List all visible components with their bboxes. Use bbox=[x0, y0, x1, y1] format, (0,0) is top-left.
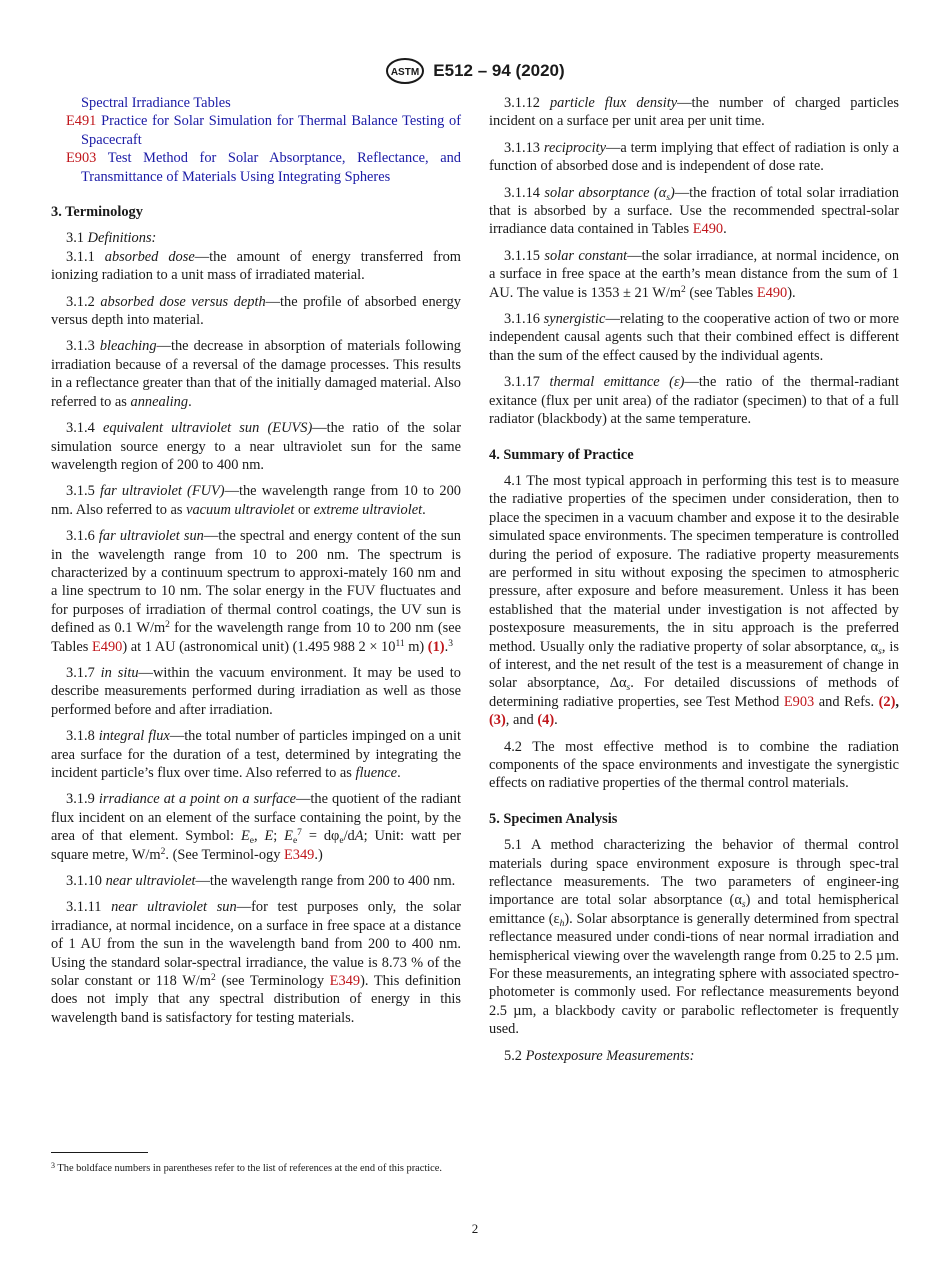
punctuation: . bbox=[188, 393, 192, 410]
page-header bbox=[0, 57, 950, 85]
link-e490[interactable]: E490 bbox=[756, 284, 788, 301]
para-number: 3.1.14 bbox=[504, 184, 545, 201]
term: near ultraviolet bbox=[105, 873, 196, 890]
term: ) bbox=[669, 184, 675, 201]
term: absorbed dose versus depth bbox=[100, 293, 266, 310]
term: equivalent ultraviolet sun (EUVS) bbox=[103, 420, 313, 437]
subscript: s bbox=[626, 683, 631, 694]
para-4-1 bbox=[489, 472, 899, 730]
punctuation: . bbox=[723, 221, 727, 238]
para-number: 3.1.16 bbox=[504, 311, 544, 328]
para-3-1-4 bbox=[51, 419, 461, 474]
para-3-1-11 bbox=[51, 898, 461, 1027]
footnote-marker[interactable]: 3 bbox=[448, 638, 453, 649]
definition: —the profile of absorbed energy versus depth into material. bbox=[51, 293, 461, 329]
punctuation: . bbox=[422, 501, 426, 518]
symbol: E bbox=[240, 828, 250, 845]
term: extreme ultraviolet bbox=[313, 501, 423, 518]
definition: —the total number of particles impinged on a unit area surface for the duration of a test, determined by integrating the incident particle’s flux over time. Also referred to as bbox=[51, 728, 461, 781]
para-number: 5.2 bbox=[504, 1047, 526, 1064]
left-column bbox=[51, 94, 461, 1035]
para-3-1 bbox=[51, 229, 461, 247]
para-number: 3.1 bbox=[66, 230, 88, 247]
para-number: 3.1.4 bbox=[66, 420, 103, 437]
punctuation: , bbox=[895, 693, 899, 710]
term: synergistic bbox=[543, 311, 606, 328]
ref-e491 bbox=[51, 112, 461, 149]
para-3-1-10 bbox=[51, 872, 461, 890]
para-3-1-16 bbox=[489, 310, 899, 365]
link-e349[interactable]: E349 bbox=[284, 846, 315, 863]
punctuation: ; bbox=[273, 828, 285, 845]
punctuation: , bbox=[253, 828, 265, 845]
punctuation: . bbox=[397, 765, 401, 781]
ref-link-3[interactable]: (3) bbox=[489, 712, 506, 729]
subscript: e bbox=[292, 836, 298, 847]
para-number: 3.1.10 bbox=[66, 873, 106, 890]
definition: (see Tables bbox=[685, 284, 757, 301]
right-column bbox=[489, 94, 899, 1073]
ref-link-1[interactable]: (1) bbox=[427, 638, 445, 655]
definition: —the wavelength range from 10 to 200 nm. Also referred to as bbox=[51, 483, 461, 518]
subscript: s bbox=[666, 192, 670, 203]
term: fluence bbox=[355, 765, 398, 781]
punctuation: , and bbox=[505, 712, 538, 729]
section-4-heading: 4. Summary of Practice bbox=[489, 446, 634, 463]
term: reciprocity bbox=[543, 139, 606, 156]
astm-logo-icon bbox=[385, 58, 425, 84]
link-e490[interactable]: E490 bbox=[692, 221, 724, 238]
subscript: h bbox=[559, 918, 565, 929]
footnote-divider bbox=[51, 1152, 148, 1153]
punctuation: . bbox=[554, 712, 558, 729]
term: absorbed dose bbox=[104, 248, 195, 265]
term: Postexposure Measurements: bbox=[525, 1047, 695, 1064]
definition: —the quotient of the radiant flux incident on an element of the surface containing the point, by the area of that element. Symbol: bbox=[51, 791, 461, 845]
footnote-3 bbox=[51, 1162, 461, 1176]
definition: (see Terminology bbox=[215, 973, 330, 990]
definition: —the spectral and energy content of the sun in the wavelength range from 10 to 200 nm. The spectrum is characterized by a continuum spectrum to approxi-mately 160 nm and a line spectrum to 10 nm. The solar energy in the FUV fluctuates and for purposes of irradiation of thermal control coatings, the UV sun is defined as 0.1 W/m bbox=[51, 528, 461, 637]
para-number: 3.1.5 bbox=[66, 483, 100, 500]
definition: —the solar irradiance, at normal incidence, on a surface in free space at the earth’s mean distance from the sum of 1 AU. The value is 1353 ± 21 W/m bbox=[489, 247, 900, 301]
definition: —for test purposes only, the solar irradiance, at normal incidence, on a surface in free space at a distance of 1 AU from the sun in the wavelength band from 200 to 400 nm. Using the standard solar-spectral irradiance, the value is 8.73 % of the solar constant or 118 W/m bbox=[51, 899, 462, 990]
paragraph-text: ) and total hemispherical emittance (ε bbox=[489, 892, 899, 927]
punctuation: .) bbox=[314, 846, 323, 863]
para-3-1-2 bbox=[51, 293, 461, 330]
para-3-1-13 bbox=[489, 139, 899, 176]
definition: m) bbox=[404, 638, 428, 655]
paragraph-text: . For detailed discussions of methods of determining radiative properties, see Test Method bbox=[489, 675, 900, 710]
symbol: A bbox=[354, 828, 364, 845]
term: near ultraviolet sun bbox=[111, 899, 237, 916]
page-number: 2 bbox=[471, 1221, 479, 1236]
ref-e491-title: Practice for Solar Simulation for Thermal Balance Testing of Spacecraft bbox=[81, 113, 461, 148]
para-3-1-7 bbox=[51, 664, 461, 719]
para-3-1-9 bbox=[51, 790, 461, 864]
para-number: 3.1.11 bbox=[66, 899, 112, 916]
paragraph-text: and Refs. bbox=[814, 693, 879, 710]
definition: /d bbox=[343, 828, 355, 845]
superscript: 2 bbox=[160, 846, 166, 857]
definition: = dφ bbox=[301, 828, 340, 845]
para-4-2: 4.2 The most effective method is to combine the radiation components of the space environments and investigate the synergistic effects on radiative properties of the thermal control materials. bbox=[489, 738, 899, 792]
term: bleaching bbox=[99, 338, 157, 355]
para-number: 3.1.15 bbox=[504, 247, 545, 264]
definition: —the amount of energy transferred from ionizing radiation to a unit mass of irradiated material. bbox=[51, 248, 461, 284]
definition: —the wavelength range from 200 to 400 nm. bbox=[195, 873, 456, 890]
superscript: 2 bbox=[211, 973, 216, 984]
para-number: 3.1.7 bbox=[66, 664, 101, 681]
paragraph-text: 5.1 A method characterizing the behavior of thermal control materials during space environment exposure is through spec-tral reflectance measurements. The two parameters of engineer-ing importance are total solar absorptance (α bbox=[489, 837, 899, 909]
ref-e490-continuation: Spectral Irradiance Tables bbox=[81, 95, 231, 111]
definition: —the fraction of total solar irradiation that is absorbed by a surface. Use the recommended spectral-solar irradiance data contained in Tables bbox=[489, 184, 899, 238]
para-3-1-5 bbox=[51, 482, 461, 519]
footnote-text: The boldface numbers in parentheses refer to the list of references at the end of this practice. bbox=[55, 1163, 442, 1174]
para-number: 3.1.2 bbox=[66, 293, 101, 310]
definition: —the ratio of the thermal-radiant exitance (flux per unit area) of the radiator (specimen) to that of a full radiator (blackbody) at the same temperature. bbox=[489, 374, 899, 428]
link-e903[interactable]: E903 bbox=[66, 150, 97, 167]
footnote-number: 3 bbox=[51, 1161, 55, 1170]
para-number: 3.1.17 bbox=[504, 374, 550, 391]
term: solar constant bbox=[544, 247, 628, 264]
para-3-1-14 bbox=[489, 184, 899, 239]
term: solar absorptance (α bbox=[544, 184, 667, 201]
para-number: 3.1.6 bbox=[66, 528, 99, 545]
ref-e903-title: Test Method for Solar Absorptance, Reflectance, and Transmittance of Materials Using Integrating Spheres bbox=[81, 150, 461, 185]
link-e490[interactable]: E490 bbox=[91, 638, 123, 655]
term: Definitions: bbox=[87, 230, 157, 247]
symbol: E bbox=[264, 828, 274, 845]
term: vacuum ultraviolet bbox=[186, 501, 295, 518]
superscript: 7 bbox=[297, 828, 302, 839]
para-number: 3.1.12 bbox=[504, 95, 550, 111]
term: annealing bbox=[130, 393, 189, 410]
document-title: E512 – 94 (2020) bbox=[433, 60, 565, 80]
definition: ). This definition does not imply that any spectral distribution of energy in this wavelength band is satisfactory for testing materials. bbox=[51, 973, 461, 1026]
term: thermal emittance (ε) bbox=[549, 374, 685, 391]
definition: —the decrease in absorption of materials following irradiation because of a reversal of the damage processes. This results in a reflectance greater than that of the initially damaged material. Also referred to as bbox=[51, 338, 461, 410]
link-e349[interactable]: E349 bbox=[329, 973, 361, 990]
section-5-heading: 5. Specimen Analysis bbox=[489, 810, 618, 827]
logo-text: ASTM bbox=[391, 67, 420, 78]
definition: —the ratio of the solar simulation source energy to a near ultraviolet sun for the same wavelength region of 200 to 400 nm. bbox=[51, 420, 461, 473]
definition: —within the vacuum environment. It may be used to describe measurements performed during irradiation as well as those performed before and after irradiation. bbox=[51, 664, 461, 718]
para-number: 3.1.8 bbox=[66, 728, 99, 745]
para-5-2 bbox=[489, 1047, 899, 1065]
ref-link-2[interactable]: (2) bbox=[878, 693, 896, 710]
superscript: 2 bbox=[165, 620, 170, 631]
para-number: 3.1.3 bbox=[66, 338, 100, 355]
para-3-1-3 bbox=[51, 337, 461, 411]
subscript: s bbox=[878, 646, 882, 657]
para-3-1-6 bbox=[51, 527, 461, 656]
ref-link-4[interactable]: (4) bbox=[537, 712, 555, 729]
term: in situ bbox=[100, 664, 139, 681]
link-e903[interactable]: E903 bbox=[783, 693, 815, 710]
symbol: E bbox=[284, 828, 293, 845]
subscript: e bbox=[339, 836, 344, 847]
definition: . (See Terminol-ogy bbox=[165, 846, 284, 863]
punctuation: ). bbox=[787, 284, 796, 301]
definition: or bbox=[294, 501, 314, 518]
para-5-1 bbox=[489, 836, 899, 1038]
subscript: s bbox=[741, 900, 746, 911]
term: irradiance at a point on a surface bbox=[98, 791, 296, 808]
term: far ultraviolet sun bbox=[98, 528, 204, 545]
paragraph-text: ). Solar absorptance is generally determined from spectral reflectance measured under condi-tions of near normal irradiation and hemispherical viewing over the wavelength range from 0.25 to 2.5 µm. For these measurements, an integrating sphere with associated spectro-photometer is commonly used. For reflectance measurements beyond 2.5 µm, a blackbody cavity or parabolic reflectometer is frequently used. bbox=[489, 910, 899, 1038]
para-3-1-1 bbox=[51, 248, 461, 285]
punctuation: . bbox=[444, 638, 449, 655]
para-3-1-17 bbox=[489, 373, 899, 428]
link-e491[interactable]: E491 bbox=[66, 113, 97, 130]
paragraph-text: , is of interest, and the net result of the test is a measurement of change in solar absorptance, Δα bbox=[489, 638, 900, 692]
term: far ultraviolet (FUV) bbox=[99, 483, 225, 500]
definition: —relating to the cooperative action of two or more independent causal agents such that their combined effect is different than the sum of the effect caused by the individual agents. bbox=[489, 311, 899, 364]
para-number: 3.1.13 bbox=[504, 139, 544, 156]
definition: for the wavelength range from 10 to 200 nm (see Tables bbox=[51, 620, 462, 655]
section-3-heading: 3. Terminology bbox=[51, 204, 143, 221]
para-3-1-12 bbox=[489, 94, 899, 131]
superscript: 11 bbox=[395, 638, 405, 649]
definition: ) at 1 AU (astronomical unit) (1.495 988 2 × 10 bbox=[122, 638, 396, 655]
definition: —a term implying that effect of radiation is only a function of absorbed dose and is independent of dose rate. bbox=[489, 139, 900, 175]
para-number: 3.1.1 bbox=[66, 248, 105, 265]
ref-e903 bbox=[51, 149, 461, 186]
paragraph-text: 4.1 The most typical approach in performing this test is to measure the radiative properties of the specimen under consideration, then to place the specimen in a vacuum chamber and expose it to the desirable simulated space environments. The specimen temperature is controlled during the period of exposure. The radiative property measurements are performed in situ without exposing the specimen to atmospheric pressure, after exposure and before measurement. Unless it has been established that the material under investigation is not affected by postexposure measurements, the in situ approach is the preferred method. Usually only the radiative property of solar absorptance, α bbox=[489, 472, 899, 655]
term: integral flux bbox=[98, 728, 170, 745]
subscript: e bbox=[249, 836, 254, 847]
para-3-1-8 bbox=[51, 727, 461, 782]
definition: ; Unit: watt per square metre, W/m bbox=[51, 828, 461, 863]
para-number: 3.1.9 bbox=[66, 791, 99, 808]
term: particle flux density bbox=[549, 95, 678, 111]
superscript: 2 bbox=[681, 284, 686, 295]
definition: —the number of charged particles incident on a surface per unit area per unit time. bbox=[489, 95, 899, 130]
para-3-1-15 bbox=[489, 247, 899, 302]
